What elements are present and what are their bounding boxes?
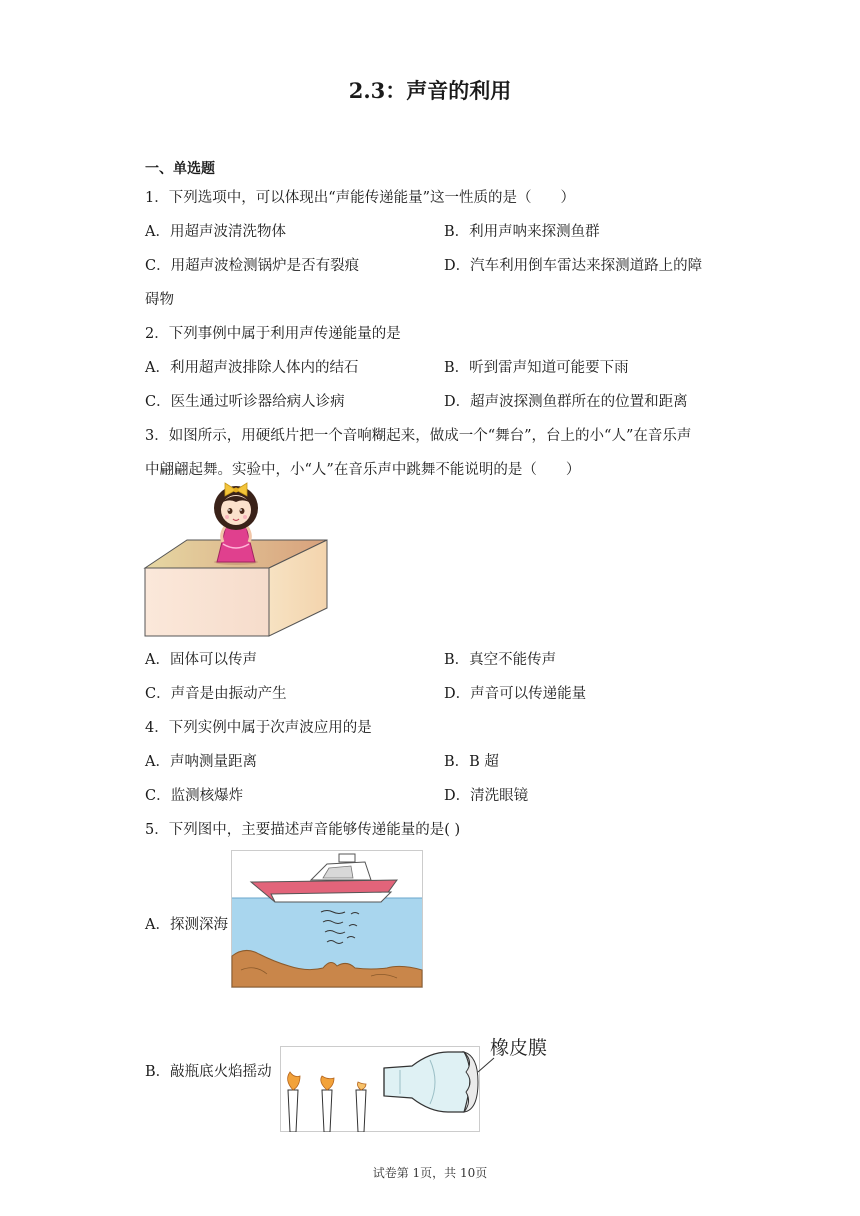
question-1-option-d-continued: 碍物	[145, 292, 174, 308]
question-4-option-a: A．声呐测量距离	[145, 754, 257, 770]
question-5-option-b: B．敲瓶底火焰摇动	[145, 1064, 272, 1080]
question-1-option-d: D．汽车利用倒车雷达来探测道路上的障	[444, 258, 703, 274]
question-2-option-c: C．医生通过听诊器给病人诊病	[145, 394, 345, 410]
question-2-stem: 2．下列事例中属于利用声传递能量的是	[145, 326, 401, 342]
page-footer: 试卷第 1页，共 10页	[372, 1166, 488, 1180]
question-2-option-b: B．听到雷声知道可能要下雨	[444, 360, 629, 376]
question-5-stem: 5．下列图中，主要描述声音能够传递能量的是( )	[145, 822, 461, 838]
question-4-option-d: D．清洗眼镜	[444, 788, 529, 804]
question-5-option-a: A．探测深海	[145, 917, 228, 933]
question-3-option-d: D．声音可以传递能量	[444, 686, 587, 702]
question-3-option-b: B．真空不能传声	[444, 652, 557, 668]
question-2-option-a: A．利用超声波排除人体内的结石	[145, 360, 359, 376]
section-heading: 一、单选题	[145, 161, 215, 177]
question-1-option-a: A．用超声波清洗物体	[145, 224, 286, 240]
question-1-option-b: B．利用声呐来探测鱼群	[444, 224, 600, 240]
page-title: 2.3：声音的利用	[348, 78, 512, 103]
boat-sonar-figure	[231, 850, 423, 988]
question-1-option-c: C．用超声波检测锅炉是否有裂痕	[145, 258, 360, 274]
membrane-label: 橡皮膜	[490, 1037, 548, 1059]
question-3-stem-line2: 中翩翩起舞。实验中，小“人”在音乐声中跳舞不能说明的是（ ）	[145, 462, 581, 478]
question-3-option-c: C．声音是由振动产生	[145, 686, 287, 702]
question-4-option-b: B．B 超	[444, 754, 499, 770]
question-3-option-a: A．固体可以传声	[145, 652, 257, 668]
question-3-stem-line1: 3．如图所示，用硬纸片把一个音响糊起来，做成一个“舞台”，台上的小“人”在音乐声	[145, 428, 692, 444]
question-2-option-d: D．超声波探测鱼群所在的位置和距离	[444, 394, 688, 410]
question-1-stem: 1．下列选项中，可以体现出“声能传递能量”这一性质的是（ ）	[145, 190, 576, 206]
bottle-candle-figure	[280, 1032, 552, 1132]
question-4-option-c: C．监测核爆炸	[145, 788, 244, 804]
stage-figure	[143, 482, 333, 638]
question-4-stem: 4．下列实例中属于次声波应用的是	[145, 720, 372, 736]
